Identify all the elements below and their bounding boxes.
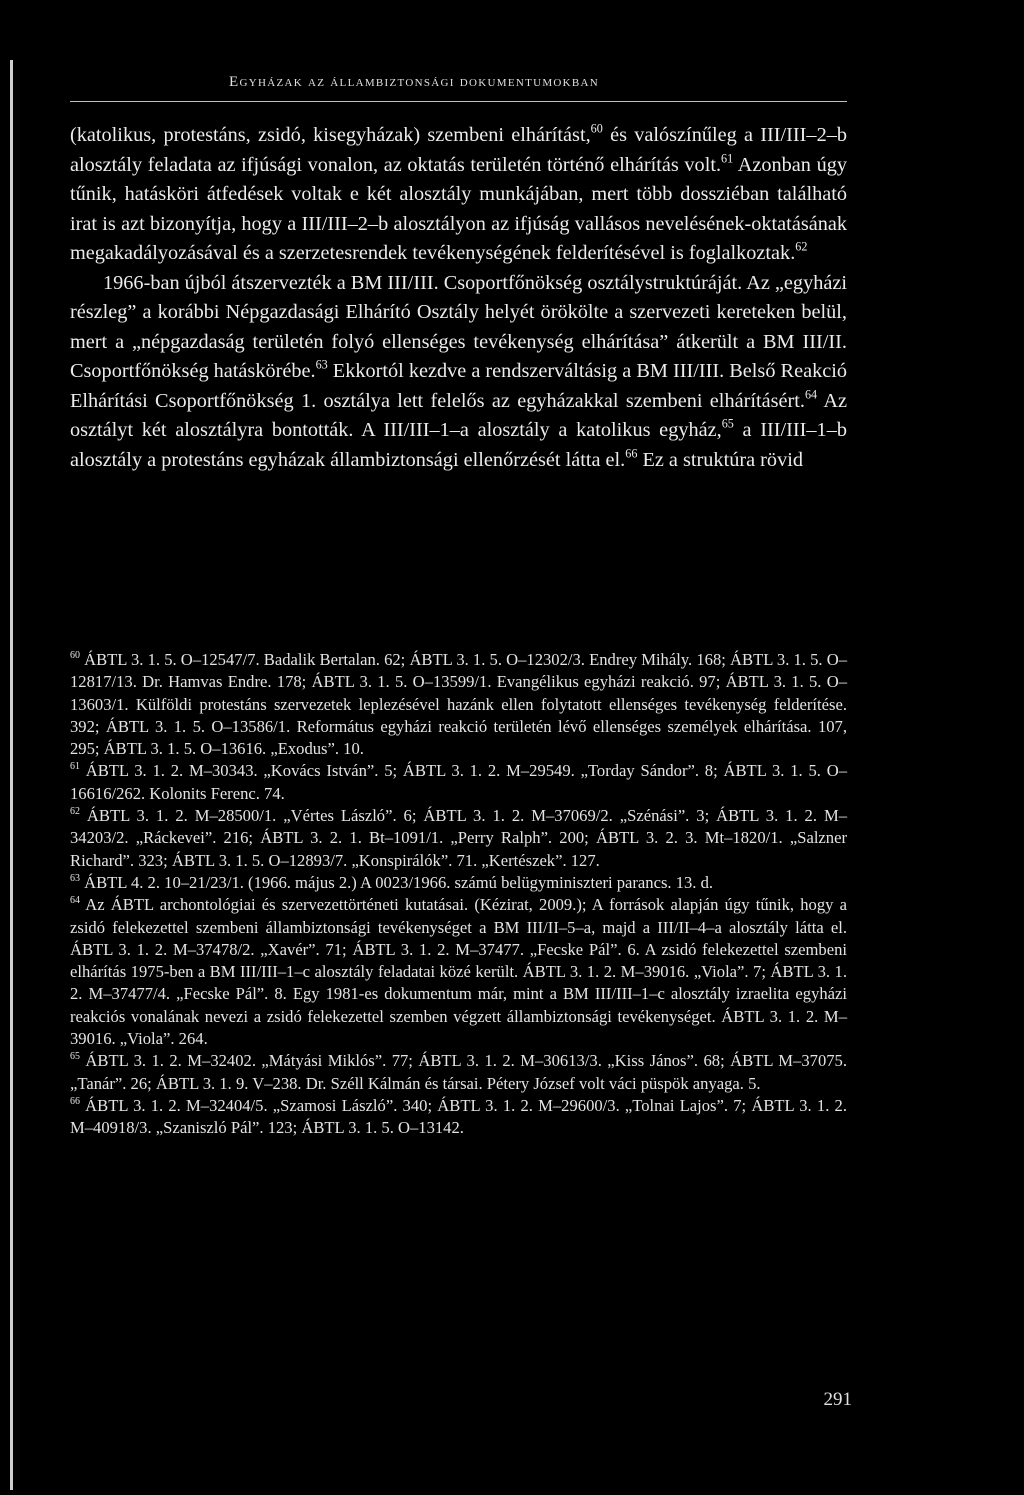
footnote-65 bbox=[70, 1050, 847, 1095]
footnote-mark: 65 bbox=[70, 1051, 80, 1063]
footnote-text: ÁBTL 3. 1. 2. M–28500/1. „Vértes László”. 6; ÁBTL 3. 1. 2. M–37069/2. „Szénási”. 3; ÁBTL 3. 1. 2. M–34203/2. „Ráckevei”. 216; ÁBTL 3. 2. 1. Bt–1091/1. „Perry Ralph”. 200; ÁBTL 3. 2. 3. Mt–1820/1. „Salzner Richard”. 323; ÁBTL 3. 1. 5. O–12893/7. „Konspirálók”. 71. „Kertészek”. 127. bbox=[70, 806, 847, 870]
footnote-60 bbox=[70, 649, 847, 760]
footnote-text: ÁBTL 3. 1. 2. M–32404/5. „Szamosi László”. 340; ÁBTL 3. 1. 2. M–29600/3. „Tolnai Lajos”. 7; ÁBTL 3. 1. 2. M–40918/3. „Szaniszló Pál”. 123; ÁBTL 3. 1. 5. O–13142. bbox=[70, 1095, 847, 1138]
footnote-mark: 63 bbox=[70, 873, 80, 884]
footnote-64 bbox=[70, 894, 847, 1050]
footnote-mark: 64 bbox=[70, 895, 80, 907]
footnote-63 bbox=[70, 872, 847, 894]
footnotes bbox=[70, 649, 847, 1140]
footnote-62 bbox=[70, 805, 847, 872]
page-edge-mark bbox=[10, 60, 13, 1490]
footnote-mark: 60 bbox=[70, 650, 80, 662]
footnote-66 bbox=[70, 1095, 847, 1140]
footnote-ref-64[interactable]: 64 bbox=[804, 386, 818, 401]
footnote-text: ÁBTL 3. 1. 5. O–12547/7. Badalik Bertalan. 62; ÁBTL 3. 1. 5. O–12302/3. Endrey Mihály. 168; ÁBTL 3. 1. 5. O– 12817/13. Dr. Hamvas Endre. 178; ÁBTL 3. 1. 5. O–13599/1. Evangélikus egyházi reakció. 97; ÁBTL 3. 1. 5. O–13603/1. Külföldi protestáns szervezetek leplezésével hazánk ellen folytatott ellenséges tevékenység felderítése. 392; ÁBTL 3. 1. 5. O–13586/1. Református egyházi reakció területén lévő ellenséges személyek elhárítása. 107, 295; ÁBTL 3. 1. 5. O–13616. „Exodus”. 10. bbox=[70, 650, 847, 759]
footnote-text: Az ÁBTL archontológiai és szervezettörténeti kutatásai. (Kézirat, 2009.); A források alapján úgy tűnik, hogy a zsidó felekezettel szembeni állambiztonsági tevékenységet a BM III/II–5–a, majd a III/II–4–a alosztály látta el. ÁBTL 3. 1. 2. M–37478/2. „Xavér”. 71; ÁBTL 3. 1. 2. M–37477. „Fecske Pál”. 6. A zsidó felekezettel szembeni elhárítás 1975-ben a BM III/III–1–c alosztály feladatai közé került. ÁBTL 3. 1. 2. M–39016. „Viola”. 7; ÁBTL 3. 1. 2. M–37477/4. „Fecske Pál”. 8. Egy 1981-es dokumentum már, mint a BM III/III–1–c alosztály izraelita egyházi reakciós vonalának nevezi a zsidó felekezettel szemben végzett állambiztonsági tevékenységet. ÁBTL 3. 1. 2. M–39016. „Viola”. 264. bbox=[70, 895, 847, 1049]
header-rule bbox=[70, 101, 847, 102]
footnote-mark: 61 bbox=[70, 761, 80, 773]
running-header: Egyházak az állambiztonsági dokumentumokban bbox=[229, 74, 600, 90]
footnote-ref-61[interactable]: 61 bbox=[721, 150, 734, 165]
paragraph-1: (katolikus, protestáns, zsidó, kisegyházak) szembeni elhárítást,$^{60}$ és valószínűleg a III/III–2–b alosztály feladata az ifjúsági vonalon, az oktatás területén történő elhárítás volt.$^{61}$ Azonban úgy tűnik, hatásköri átfedések voltak e két alosztály munkájában, mert több dossziéban található irat is azt bizonyítja, hogy a III/III–2–b alosztályon az ifjúság vallásos nevelésének-oktatásának megakadályozásával és a szerzetesrendek tevékenységének felderítésével is foglalkoztak.$^{62}$ bbox=[70, 121, 847, 264]
footnote-mark: 62 bbox=[70, 806, 80, 818]
page-number: 291 bbox=[823, 1389, 852, 1410]
footnote-ref-63[interactable]: 63 bbox=[315, 357, 328, 372]
footnote-text: ÁBTL 3. 1. 2. M–30343. „Kovács István”. 5; ÁBTL 3. 1. 2. M–29549. „Torday Sándor”. 8; ÁBTL 3. 1. 5. O–16616/262. Kolonits Ferenc. 74. bbox=[70, 761, 847, 803]
footnote-text: ÁBTL 3. 1. 2. M–32402. „Mátyási Miklós”. 77; ÁBTL 3. 1. 2. M–30613/3. „Kiss János”. 68; ÁBTL M–37075. „Tanár”. 26; ÁBTL 3. 1. 9. V–238. Dr. Széll Kálmán és társai. Pétery József volt váci püspök anyaga. 5. bbox=[70, 1051, 847, 1093]
footnote-ref-62[interactable]: 62 bbox=[795, 239, 808, 254]
footnote-mark: 66 bbox=[70, 1095, 80, 1107]
footnote-61 bbox=[70, 760, 847, 805]
footnote-text: ÁBTL 4. 2. 10–21/23/1. (1966. május 2.) A 0023/1966. számú belügyminiszteri parancs. 13. d. bbox=[79, 872, 714, 892]
footnote-ref-65[interactable]: 65 bbox=[721, 416, 734, 431]
footnote-ref-60[interactable]: 60 bbox=[590, 121, 603, 136]
paragraph-2: 1966-ban újból átszervezték a BM III/III. Csoportfőnökség osztálystruktúráját. Az „egyházi részleg” a korábbi Népgazdasági Elhárító Osztály helyét örökölte a szervezeti kereteken belül, mert a „népgazdaság területén folyó ellenséges tevékenység elhárítása” átkerült a BM III/II. Csoportfőnökség hatáskörébe.$^{63}$ Ekkortól kezdve a rendszerváltásig a BM III/III. Belső Reakció Elhárítási Csoportfőnökség 1. osztálya lett felelős az egyházakkal szembeni elhárításért.$^{64}$ Az osztályt két alosztályra bontották. A III/III–1–a alosztály a katolikus egyház,$^{65}$ a III/III–1–b alosztály a protestáns egyházak állambiztonsági ellenőrzését látta el.$^{66}$ Ez a struktúra rövid bbox=[70, 271, 847, 471]
main-text bbox=[70, 121, 847, 475]
footnote-ref-66[interactable]: 66 bbox=[625, 445, 638, 460]
